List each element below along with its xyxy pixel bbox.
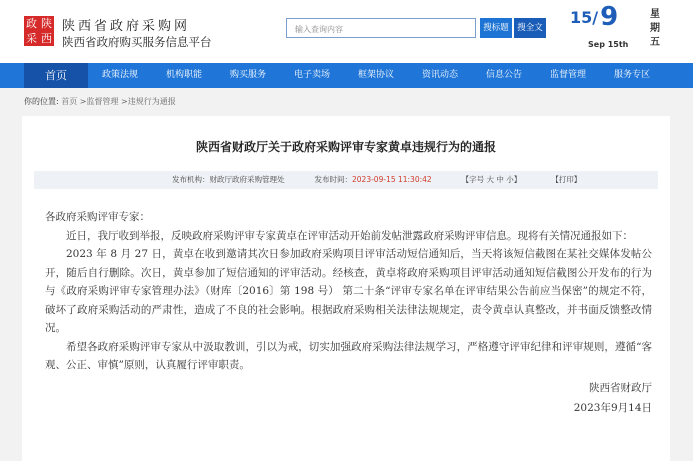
date-display <box>570 2 618 32</box>
date-month: 9 <box>600 2 619 32</box>
site-subtitle: 陕西省政府购买服务信息平台 <box>62 35 212 49</box>
nav-home[interactable]: 首页 <box>24 63 88 88</box>
date-english: Sep 15th <box>588 40 629 49</box>
logo-char: 西 <box>41 32 52 45</box>
nav-framework[interactable]: 框架协议 <box>357 70 394 80</box>
nav-news[interactable]: 资讯动态 <box>421 70 458 80</box>
day-number: 15 <box>570 8 593 27</box>
logo-char: 陕 <box>41 17 52 30</box>
sign-date: 2023年9月14日 <box>573 402 652 414</box>
publisher-value: 财政厅政府采购管理处 <box>209 175 285 184</box>
publish-time-value: 2023-09-15 11:30:42 <box>352 175 432 184</box>
article-panel <box>22 116 670 461</box>
nav-e-mall[interactable]: 电子卖场 <box>293 70 330 80</box>
nav-supervision[interactable]: 监督管理 <box>549 70 586 80</box>
breadcrumb <box>24 96 176 108</box>
search-input[interactable]: 输入查询内容 <box>286 18 476 38</box>
date-day <box>570 8 598 28</box>
date-separator: / <box>592 8 599 27</box>
nav-organization[interactable]: 机构职能 <box>165 70 202 80</box>
paragraph: 2023 年 8 月 27 日，黄卓在收到邀请其次日参加政府采购项目评审活动短信通知后，当天将该短信截图在某社交媒体发帖公开，随后自行删除。次日，黄卓参加了短信通知的评审活动。经核查，黄卓将政府采购项目评审活动通知短信截图公开发布的行为与《政府采购评审专家管理办法》（财库〔2016〕第 198 号） 第二十条“评审专家名单在评审结果公告前应当保密”的规定不符，破坏了政府采购活动的严肃性，造成了不良的社会影响。根据政府采购相关法律法规规定，责令黄卓认真整改，并书面反馈整改情况。 <box>45 248 652 334</box>
font-size-control[interactable]: 【字号 大 中 小】 <box>461 175 522 184</box>
article-body <box>45 208 652 418</box>
article-meta <box>34 171 658 189</box>
publish-time-label: 发布时间： <box>314 175 352 184</box>
publisher-label: 发布机构： <box>172 175 210 184</box>
weekday: 星期五 <box>650 9 660 48</box>
nav-purchase-services[interactable]: 购买服务 <box>229 70 266 80</box>
logo-char: 政 <box>26 17 37 30</box>
publish-time <box>315 171 432 189</box>
nav-announcements[interactable]: 信息公告 <box>485 70 522 80</box>
breadcrumb-label: 你的位置: <box>24 97 59 106</box>
search-fulltext-button[interactable]: 搜全文 <box>514 18 546 38</box>
header <box>0 0 693 63</box>
publisher <box>172 171 285 189</box>
paragraph: 希望各政府采购评审专家从中汲取教训，引以为戒，切实加强政府采购法律法规学习，严格遵守评审纪律和评审规则，遵循“客观、公正、审慎”原则，认真履行评审职责。 <box>45 340 652 371</box>
nav-service-zone[interactable]: 服务专区 <box>613 70 650 80</box>
signature: 陕西省财政厅 <box>589 381 652 394</box>
print-button[interactable]: 【打印】 <box>551 175 582 184</box>
paragraph: 近日，我厅收到举报，反映政府采购评审专家黄卓在评审活动开始前发帖泄露政府采购评审信息。现将有关情况通报如下： <box>66 229 633 242</box>
nav-policy[interactable]: 政策法规 <box>101 70 138 80</box>
breadcrumb-path[interactable]: 首页 >监督管理 >违规行为通报 <box>61 97 176 106</box>
logo-char: 采 <box>26 32 37 45</box>
article-title: 陕西省财政厅关于政府采购评审专家黄卓违规行为的通报 <box>195 140 496 154</box>
site-logo[interactable] <box>24 16 54 46</box>
search-title-button[interactable]: 搜标题 <box>480 18 512 38</box>
site-name: 陕西省政府采购网 <box>62 19 191 34</box>
salutation: 各政府采购评审专家： <box>45 211 150 223</box>
main-nav <box>0 63 693 88</box>
